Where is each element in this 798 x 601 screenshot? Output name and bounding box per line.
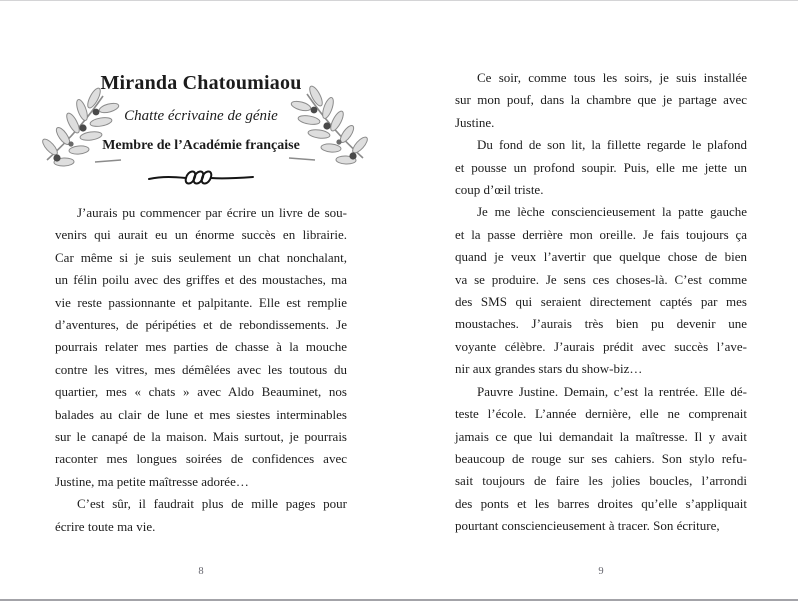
text-line: et la passe derrière mon oreille. Je fais toujours ça — [455, 226, 747, 242]
right-page-body-text — [455, 0, 747, 538]
text-line: sur mon pouf, dans la chambre que je partage avec — [455, 92, 747, 108]
text-line: sait toujours de faire les jolies boucles, l’arrondi — [455, 473, 747, 489]
author-membership: Membre de l’Académie française — [102, 138, 300, 153]
paragraph — [55, 202, 347, 493]
olive-branch-left-icon — [33, 86, 123, 174]
text-line: pourtant consciencieusement à tracer. Son écriture, — [455, 518, 720, 534]
text-line: et pousse un profond soupir. Puis, elle me jette un — [455, 159, 747, 175]
paragraph — [55, 493, 347, 538]
text-line: C’est sûr, il faudrait plus de mille pages pour — [77, 496, 347, 512]
text-line: J’aurais pu commencer par écrire un livre de sou- — [77, 205, 347, 220]
text-line: des ponts et les barres droites qu’elle s’appliquait — [455, 495, 747, 511]
text-line: Justine, ma petite maîtresse adorée… — [55, 473, 249, 489]
text-line: Car même si je suis seulement un chat nonchalant, — [55, 249, 347, 265]
text-line: teste l’école. L’année dernière, elle ne comprenait — [455, 406, 747, 422]
author-subtitle: Chatte écrivaine de génie — [124, 108, 278, 124]
text-line: sur le canapé de la maison. Mais surtout, je pourrais — [55, 429, 347, 445]
text-line: Ce soir, comme tous les soirs, je suis installée — [477, 70, 747, 85]
text-line: Justine. — [455, 114, 495, 130]
page-right — [455, 0, 747, 601]
text-line: balades au clair de lune et mes siestes interminables — [55, 406, 347, 422]
author-title: Miranda Chatoumiaou — [100, 72, 302, 94]
paragraph — [455, 201, 747, 380]
left-page-body-text — [55, 202, 347, 538]
text-line: Je me lèche consciencieusement la patte gauche — [477, 204, 747, 220]
text-line: nir aux grandes stars du show-biz… — [455, 361, 643, 377]
paragraph — [455, 134, 747, 201]
page-left — [55, 0, 347, 601]
page-number-right: 9 — [598, 566, 604, 577]
text-line: beaucoup de rouge sur ses cahiers. Son stylo refu- — [455, 450, 747, 466]
text-line: un félin poilu avec des griffes et des moustaches, ma — [55, 272, 347, 288]
text-line: quand je veux l’avertir que quelque chose de bien — [455, 249, 747, 265]
text-line: venirs qui aurait eu un énorme succès en librairie. — [55, 227, 347, 243]
text-line: jamais ce que lui demandait la maîtresse. Il y avait — [455, 428, 747, 444]
text-line: va se produire. Je sens ces choses-là. C’est comme — [455, 271, 747, 287]
text-line: Du fond de son lit, la fillette regarde le plafond — [477, 137, 747, 153]
text-line: quartier, mes « chats » avec Aldo Beauminet, nos — [55, 384, 347, 400]
page-number-left: 8 — [198, 566, 204, 577]
text-line: moustaches. J’aurais très bien pu devenir une — [455, 316, 747, 332]
paragraph — [455, 381, 747, 538]
text-line: d’aventures, de péripéties et de rebondissements. Je — [55, 317, 347, 333]
text-line: coup d’œil triste. — [455, 182, 544, 198]
text-line: des SMS qui seraient directement captés par mes — [455, 294, 747, 310]
paragraph — [455, 67, 747, 134]
text-line: Pauvre Justine. Demain, c’est la rentrée. Elle dé- — [477, 383, 747, 399]
text-line: contre les vitres, mes démêlées avec les toutous du — [55, 361, 347, 377]
text-line: pourrais relater mes parties de chasse à la mouche — [55, 339, 347, 355]
olive-branch-right-icon — [287, 84, 377, 172]
text-line: raconter mes longues soirées de confidences avec — [55, 451, 347, 467]
text-line: voyante célèbre. J’aurais prédit avec succès l’ave- — [455, 338, 747, 354]
text-line: écrire toute ma vie. — [55, 518, 156, 534]
text-line: vie reste passionnante et palpitante. Elle est remplie — [55, 294, 347, 310]
